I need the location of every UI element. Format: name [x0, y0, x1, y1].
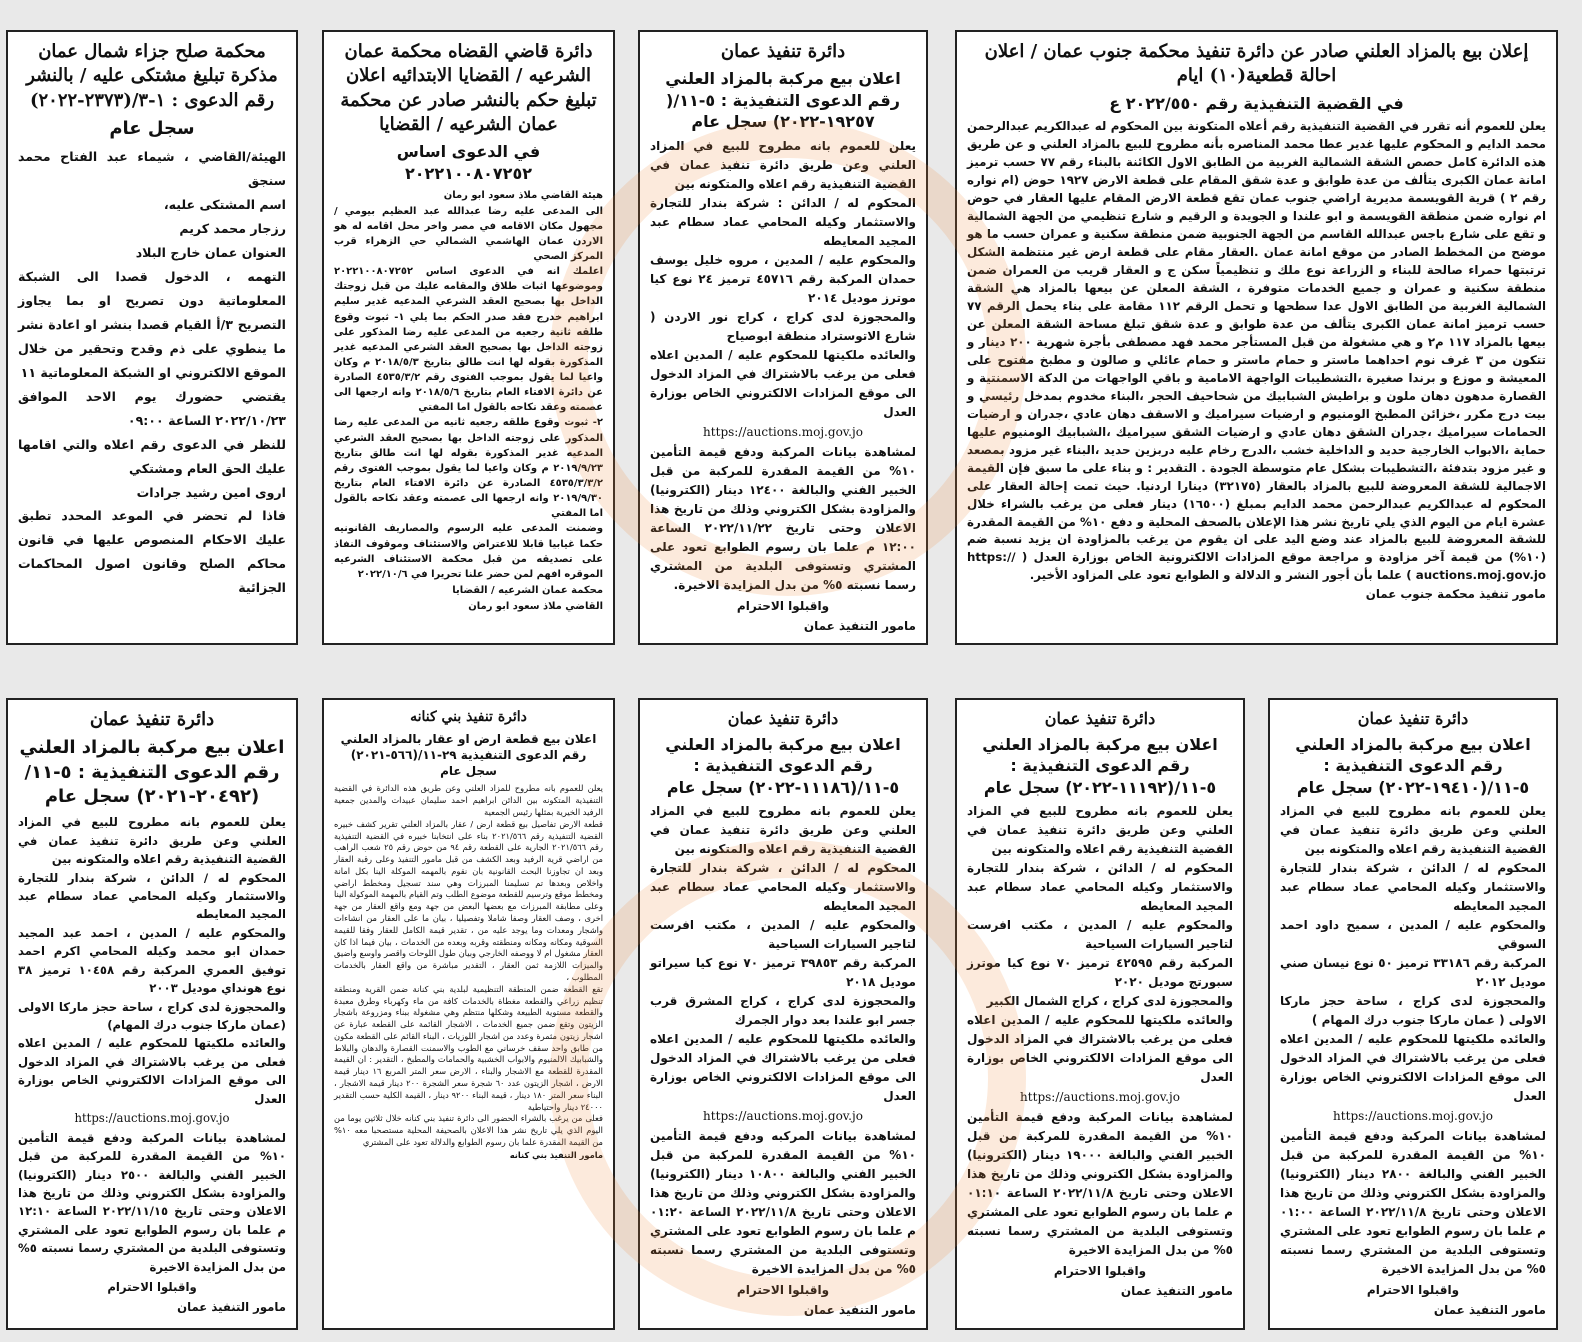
ad-north-amman-court — [6, 30, 298, 645]
ad-subtitle: في القضية التنفيذية رقم ٢٠٢٢/٥٥٠ ع — [1109, 93, 1404, 113]
ad-paragraph: التهمه ، الدخول قصدا الى الشبكة المعلوماتية دون تصريح او بما يجاوز التصريح ٣/أ القيام قصدا بنشر او اعادة نشر ما ينطوي على ذم وقدح وتحقير من خلال الموقع الالكتروني او الشبكة المعلوماتية ١١ — [18, 268, 286, 380]
ad-paragraph: والمحكوم عليه / المدين ، مروه خليل يوسف حمدان المركبة رقم ٤٥٧١٦ ترميز ٢٤ نوع كيا موترز موديل ٢٠١٤ — [650, 253, 916, 306]
ad-subtitle: اعلان بيع مركبة بالمزاد العلني رقم الدعوى التنفيذية : ٥-١١/(١٩٤١٠-٢٠٢٢) سجل عام — [1295, 734, 1531, 797]
ad-title: دائرة تنفيذ عمان — [727, 709, 839, 728]
ad-subtitle: اعلان بيع مركبة بالمزاد العلني رقم الدعوى التنفيذية : ٥-١١/(١١١٩٢-٢٠٢٢) سجل عام — [982, 734, 1218, 797]
ad-signature: القاضي ملاذ سعود ابو رمان — [468, 601, 603, 613]
auction-url-link[interactable]: https://auctions.moj.gov.jo — [1020, 1090, 1180, 1105]
ad-paragraph: وضمنت المدعى عليه الرسوم والمصاريف القانونيه حكما غيابيا قابلا للاعتراض والاستئناف وموقوف النفاذ على تصديقه من قبل محكمة الاستئناف الشرعيه الموقره افهم لمن حضر علنا تحريرا في ٢٠٢٢/١٠/٦ — [334, 523, 603, 580]
ad-paragraph: يعلن للعموم بانه مطروح للبيع في المزاد العلني وعن طريق دائرة تنفيذ عمان في القضية التنفيذية رقم اعلاه والمتكونه بين — [967, 804, 1233, 857]
ad-amman-car-20492 — [6, 698, 298, 1330]
auction-url-link[interactable]: https://auctions.moj.gov.jo — [703, 1109, 863, 1124]
ad-paragraph: يعلن للعموم بانه مطروح للبيع في المزاد العلني وعن طريق دائرة تنفيذ عمان في القضية التنفيذية رقم اعلاه والمتكونه بين — [18, 815, 286, 867]
ad-title: محكمة صلح جزاء شمال عمان مذكرة تبليغ مشتكى عليه / بالنشر رقم الدعوى : ١-٣/(٢٣٧٣-٢٠٢٢) — [26, 41, 278, 111]
ad-paragraph: الهيئة/القاضي ، شيماء عبد الفتاح محمد سنجق — [18, 149, 286, 189]
ad-signature: مامور التنفيذ عمان — [177, 1299, 286, 1314]
ad-paragraph: والعائده ملكيتها للمحكوم عليه / المدين اعلاه فعلى من يرغب بالاشتراك في المزاد الدخول الى موقع المزادات الالكتروني الخاص بوزارة العدل — [967, 1013, 1233, 1085]
ad-paragraph: المحكوم له / الدائن ، شركة بندار للتجارة والاستثمار وكيله المحامي عماد سطام عبد المجيد المعايطه — [650, 861, 916, 914]
ad-title: إعلان بيع بالمزاد العلني صادر عن دائرة تنفيذ محكمة جنوب عمان / اعلان احالة قطعية(١٠) ايام — [984, 41, 1529, 87]
ad-paragraph: والمحكوم عليه / المدين ، سميح داود احمد السوقي — [1280, 918, 1546, 952]
ad-paragraph: لمشاهدة بيانات المركبة ودفع قيمة التأمين ١٠% من القيمة المقدرة للمركبة من قبل الخبير الفني والبالغة ٢٨٠٠ دينار (الكترونيا) والمزاودة بشكل الكتروني وذلك من تاريخ هذا الاعلان وحتى تاريخ ٢٠٢٢/١١/٨ الساعة ٠١:٠٠ م علما بان رسوم الطوابع تعود على المشتري وتستوفى البلدية من المشتري رسما نسبته ٥% من بدل المزايدة الاخيرة — [1280, 1129, 1546, 1277]
ad-signature: مامور تنفيذ محكمة جنوب عمان — [1365, 587, 1546, 602]
ad-south-amman-property — [955, 30, 1558, 645]
ad-paragraph: يقتضي حضورك يوم الاحد الموافق ٢٠٢٢/١٠/٢٣ الساعة ٠٩:٠٠ — [18, 388, 286, 428]
ad-paragraph: والمحكوم عليه / المدين ، مكتب افرست لتاجير السيارات السياحية — [967, 918, 1233, 952]
ad-paragraph: فعلى من يرغب بالشراء الحضور الى دائرة تنفيذ بني كنانه خلال ثلاثين يوما من اليوم الذي يلي تاريخ نشر هذا الاعلان بالصحيفة المحلية مستصحبا معه ١٠% من القيمة المقدرة علما بان رسوم الطوابع والدلالة تعود على المشتري — [334, 1113, 603, 1147]
ad-closing: واقبلوا الاحترام — [107, 1280, 197, 1295]
ad-title: دائرة تنفيذ عمان — [720, 41, 846, 62]
ad-paragraph: والعائده ملكيتها للمحكوم عليه / المدين اعلاه فعلى من يرغب بالاشتراك في المزاد الدخول الى موقع المزادات الالكتروني الخاص بوزارة العدل — [650, 1032, 916, 1104]
ad-paragraph: ٢- ثبوت وقوع طلقه رجعيه ثانيه من المدعى عليه رضا المذكور على زوجته الداخل بها بصحيح العقد الشرعي المدعيه غدير المذكورة بقوله لها انت طالق بتاريخ ٢٠١٩/٩/٢٣ م وكان واعيا لما يقول بموجب الفتوى رقم ٤٥٣٥/٣/٣/٢ الصادرة عن دائرة الافتاء العام بتاريخ ٢٠١٩/٩/٣٠ وانه ارجعها الى عصمته وعقد نكاحه بالقول اما المفتي — [334, 417, 603, 520]
ad-amman-car-11186 — [638, 698, 928, 1330]
ad-paragraph: يعلن للعموم بانه مطروح للبيع في المزاد العلني وعن طريق دائرة تنفيذ عمان في القضية التنفيذية رقم اعلاه والمتكونه بين — [650, 139, 916, 192]
ad-signature: مامور التنفيذ عمان — [803, 619, 916, 634]
ad-closing: محكمة عمان الشرعيه / القضايا — [452, 585, 603, 597]
ad-paragraph: والمحجوزة لدى كراج ، ساحة حجز ماركا الاولى (عمان ماركا جنوب درك المهام) — [18, 999, 286, 1032]
ad-paragraph: المحكوم له / الدائن ، شركة بندار للتجارة والاستثمار وكيله المحامي عماد سطام عبد المجيد المعايطه — [967, 861, 1233, 914]
ad-paragraph: والمحجوزة لدى كراج ، ساحة حجز ماركا الاولى ( عمان ماركا جنوب درك المهام ) — [1280, 994, 1546, 1028]
ad-paragraph: الى المدعى عليه رضا عبدالله عبد العظيم بيومي / مجهول مكان الاقامه في مصر واخر محل اقامه له هو الاردن عمان الهاشمي الشمالي حي الزهراء قرب المركز الصحي — [334, 205, 603, 262]
ad-title: دائرة تنفيذ بني كنانه — [410, 709, 527, 725]
ad-paragraph: لمشاهدة بيانات المركبه ودفع قيمة التأمين ١٠% من القيمة المقدرة للمركبة من قبل الخبير الفني والبالغة ١٠٨٠٠ دينار (الكترونيا) والمزاودة بشكل الكتروني وذلك من تاريخ هذا الاعلان وحتى تاريخ ٢٠٢٢/١١/٨ الساعة ٠١:٢٠ م علما بان رسوم الطوابع تعود على المشتري وتستوفى البلدية من المشتري رسما نسبته ٥% من بدل المزايدة الاخيرة — [650, 1129, 917, 1277]
ad-signature: مامور التنفيذ عمان — [803, 1303, 916, 1318]
ad-closing: واقبلوا الاحترام — [736, 1283, 830, 1298]
ad-subtitle: في الدعوى اساس ٢٠٢٢١٠٠٨٠٧٢٥٢ — [396, 142, 541, 183]
ad-paragraph: المركبة رقم ٣٣١٨٦ ترميز ٥٠ نوع نيسان صني موديل ٢٠١٢ — [1280, 956, 1547, 990]
ad-closing: واقبلوا الاحترام — [1053, 1264, 1147, 1279]
ad-amman-car-11192 — [955, 698, 1245, 1330]
ad-paragraph: هيئة القاضي ملاذ سعود ابو رمان — [443, 190, 603, 202]
ad-amman-car-19257 — [638, 30, 928, 645]
ad-subtitle: اعلان بيع مركبة بالمزاد العلني رقم الدعوى التنفيذية : ٥-١١/ (٢٠٤٩٢-٢٠٢١) سجل عام — [19, 737, 285, 807]
ad-paragraph: يعلن للعموم بانه مطروح للمزاد العلني وعن طريق هذه الدائرة في القضية التنفيذية المتكونه بين الدائن ابراهيم احمد سليمان عبيدات والمدين جمعية الرفيد الخيرية بمثلها رئيس الجمعية — [334, 783, 603, 818]
ad-title: دائرة قاضي القضاه محكمة عمان الشرعيه / القضايا الابتدائيه اعلان تبليغ حكم بالنشر صادر عن محكمة عمان الشرعيه / القضايا — [340, 41, 597, 135]
ad-closing: واقبلوا الاحترام — [736, 599, 830, 614]
ad-paragraph: يعلن للعموم بانه مطروح للبيع في المزاد العلني وعن طريق دائرة تنفيذ عمان في القضية التنفيذية رقم اعلاه والمتكونه بين — [650, 804, 916, 857]
ad-paragraph: والعائده ملكيتها للمحكوم عليه / المدين اعلاه فعلى من يرغب بالاشتراك في المزاد الدخول الى موقع المزادات الالكتروني الخاص بوزارة العدل — [18, 1036, 286, 1106]
ad-paragraph: والمحكوم عليه / المدين ، مكتب افرست لتاجير السيارات السياحية — [650, 918, 916, 952]
ad-paragraph: اسم المشتكى عليه، — [163, 197, 286, 213]
ad-paragraph: اعلمك انه في الدعوى اساس ٢٠٢٢١٠٠٨٠٧٢٥٢ وموضوعها اثبات طلاق والمقامه عليك من قبل زوجتك الداخل بها بصحيح العقد الشرعي المدعيه غدير سليم ابراهيم خدرج فقد صدر الحكم بما يلي ١- ثبوت وقوع طلقه ثانية رجعيه من المدعى عليه رضا المذكور على زوجته الداخل بها بصحيح العقد الشرعي المدعيه غدير المذكورة بقوله لها انت طالق بتاريخ ٢٠١٨/٥/٣ م وكان واعيا لما يقول بموجب الفتوى رقم ٤٥٣٥/٣/٢ الصادرة عن دائرة الافتاء العام بتاريخ ٢٠١٨/٥/٦ وانه ارجعها الى عصمته وعقد نكاحه بالقول اما المفتي — [334, 266, 604, 414]
ad-paragraph: المركبة رقم ٣٩٨٥٣ ترميز ٧٠ نوع كيا سيراتو موديل ٢٠١٨ — [650, 956, 916, 990]
ad-paragraph: المحكوم له / الدائن ، شركة بندار للتجارة والاستثمار وكيله المحامي عماد سطام عبد المجيد المعايطه — [18, 870, 286, 922]
ad-paragraph: والمحجوزة لدى كراج ، كراج نور الاردن ( شارع الاتوستراد منطقة ابوصياح — [650, 310, 916, 344]
ad-paragraph: رزجار محمد كريم — [179, 221, 286, 237]
ad-subtitle: سجل عام — [109, 117, 195, 139]
ad-paragraph: تقع القطعة ضمن المنطقة التنظيمية لبلدية بني كنانة ضمن القرية ومنطقة تنظيم زراعي والقطعة مغطاة بالخدمات كافة من ماء وكهرباء وطرق معبدة والقطعة مستوية الطبيعة وشكلها منتظم وهي مشغولة ببناء ومزروعة باشجار الزيتون وتقع ضمن جميع الخدمات ، الاشجار القائمة على القطعة عبارة عن اشجار زيتون مثمرة وعدد من اشجار اللوزيات ، البناء القائم على القطعة مكون من طابق واحد سقف خرساني مع الطوب والاسمنت القصارة والدهان والبلاط والشبابيك الالمنيوم والابواب الخشبية والحمامات والمطبخ ، التقدير : ان القيمة المقدرة للقطعة مع الاشجار والبناء ، الارض سعر المتر المربع ١٦ دينار قيمة الارض ، اشجار الزيتون عدد ٦٠ شجرة سعر الشجرة ٢٠٠ دينار قيمة الاشجار ، البناء سعر المتر ١٨٠ دينار ، قيمة البناء ٩٢٠٠ دينار ، القيمة الكلية حسب التقدير ٢٤٠٠٠ دينار واحتياطية — [334, 983, 603, 1112]
ad-paragraph: المحكوم له / الدائن ، شركة بندار للتجارة والاستثمار وكيله المحامي عماد سطام عبد المجيد المعايطه — [1280, 861, 1546, 914]
ad-paragraph: قطعة الارض تفاصيل بيع قطعة ارض / عقار بالمزاد العلني تقرير كشف خبيره القضية التنفيذية رقم ٢٠٢١/٥٦٦ بناء على انتخابنا خبيره في القضية التنفيذية رقم ٢٠٢١/٥٦٦ الجارية على القطعة رقم ٩٤ من حوض رقم ٢٥ شعب الراهب من اراضي قرية الرفيد وبعد الكشف من قبل مامور التنفيذ وعلى رقبة العقار وبعد ان تجاوزنا البحث القانونية بان نقوم بالمهمه الموكلة الينا بكل امانة واخلاص وبعدها تم تسليمنا المبرزات وهي سند تسجيل ومخطط اراضي ومخطط موقع وترسيم للقطعة موضوع الطلب وتم القيام بالمهمة الموكولة الينا وعلى مطابقة المبرزات مع بعضها البعض من جهة ومع واقع العقار من جهة اخرى ، وصف العقار وصفا شاملا وتفصيليا ، بيان ما على العقار من انشاءات واشجار ومعدات وما يوجد عليه من ، تقدير قيمة الكامل للعقار وفقا للقيمة السوقية ومكانه ومكانه ومنطقته وقربه وبعده من الخدمات ، بيان فيما اذا كان العقار مشغول ام لا ووصفه الخارجي وبيان طول اللوحات واقصر واوسع واضيق والميزات اللازمة ثمن العقار ، التقدير مباشرة من واقع العقار بالخدمات المطلوب ، — [334, 818, 604, 982]
ad-paragraph: اروى امين رشيد جرادات — [136, 484, 286, 500]
ad-paragraph: العنوان عمان خارج البلاد — [135, 245, 286, 260]
ad-paragraph: يعلن للعموم بانه مطروح للبيع في المزاد العلني وعن طريق دائرة تنفيذ عمان في القضية التنفيذية رقم اعلاه والمتكونه بين — [1280, 804, 1546, 857]
ad-paragraph: فاذا لم تحضر في الموعد المحدد تطبق عليك الاحكام المنصوص عليها في قانون محاكم الصلح وقانون اصول المحاكمات الجزائية — [18, 508, 286, 596]
ad-paragraph: المحكوم له / الدائن : شركة بندار للتجارة والاستثمار وكيله المحامي عماد سطام عبد المجيد المعايطه — [650, 196, 916, 249]
ad-title: دائرة تنفيذ عمان — [89, 709, 215, 730]
ad-signature: مامور التنفيذ بني كنانه — [509, 1149, 603, 1160]
ad-paragraph: لمشاهدة بيانات المركبة ودفع قيمة التأمين ١٠% من القيمة المقدرة للمركبة من قبل الخبير الفني والبالغة ١٩٠٠٠ دينار (الكترونيا) والمزاودة بشكل الكتروني وذلك من تاريخ هذا الاعلان وحتى تاريخ ٢٠٢٢/١١/٨ الساعة ٠١:١٠ م علما بان رسوم الطوابع تعود على المشتري وتستوفى البلدية من المشتري رسما نسبته ٥% من بدل المزايدة الاخيرة — [967, 1110, 1234, 1258]
ad-paragraph: والعائده ملكيتها للمحكوم عليه / المدين اعلاه فعلى من يرغب بالاشتراك في المزاد الدخول الى موقع المزادات الالكتروني الخاص بوزارة العدل — [1280, 1032, 1546, 1104]
ad-subtitle: اعلان بيع مركبة بالمزاد العلني رقم الدعوى التنفيذية : ٥-١١/(١١١٨٦-٢٠٢٢) سجل عام — [665, 734, 901, 797]
ad-paragraph: والعائده ملكيتها للمحكوم عليه / المدين اعلاه فعلى من يرغب بالاشتراك في المزاد الدخول الى موقع المزادات الالكتروني الخاص بوزارة العدل — [650, 348, 916, 420]
ad-subtitle: اعلان بيع مركبة بالمزاد العلني رقم الدعوى التنفيذية : ٥-١١/( ١٩٢٥٧-٢٠٢٢) سجل عام — [665, 69, 901, 132]
ad-subtitle: اعلان بيع قطعة ارض او عقار بالمزاد العلني رقم الدعوى التنفيذية ٢٩-١١/(٥٦٦-٢٠٢١) سجل عام — [340, 731, 597, 779]
ad-signature: مامور التنفيذ عمان — [1120, 1284, 1233, 1299]
ad-paragraph: للنظر في الدعوى رقم اعلاه والتي اقامها عليك الحق العام ومشتكي — [18, 436, 286, 476]
auction-url-link[interactable]: https://auctions.moj.gov.jo — [1333, 1109, 1493, 1124]
ad-amman-car-19410 — [1268, 698, 1558, 1330]
ad-paragraph: يعلن للعموم أنه تقرر في القضية التنفيذية رقم أعلاه المتكونة بين المحكوم له عبدالكريم عبدالرحمن محمد الدايم و المحكوم عليها غدير عطا محمد المناصره بأنه مطروح للبيع بالمزاد العلني و عن طريق هذه الدائرة كامل حصص الشقة الشمالية الغربية من الطابق الاول الكائنة بالبناء رقم ٧٧ حسب ترميز امانة عمان الكبرى يتألف من عدة طوابق و عدة شقق المقام على قطعة الارض ١٩٢٧ حوض (ام نواره رقم ٢ ) قرية القويسمة مديرية اراضي جنوب عمان تقع قطعة الارض المقام عليها العقار في حوض ام نواره ضمن منطقة القويسمة و ابو علندا و الجويدة و الرقيم و شارع تنظيمي من الجهة الشمالية و تقع على شارع باجس عبدالله القاسم من الجهة الجنوبية ضمن منطقة سكنية و عمران حسب ما هو موضح من المخطط الصادر من موقع امانة عمان .العقار مقام على قطعة ارض غير منتظمة الشكل ترتبتها حمراء صالحة للبناء و الزراعة نوع ملك و تنظيمياً سكن ج و العقار قريب من العمران ضمن منطقة سكنية و عمران و جميع الخدمات متوفرة ، الشقة المعلن عن بيعها بالمزاد هي الشقة الشمالية الغربية من الطابق الاول عدا سطحها و تحمل الرقم ١١٢ مقامة على بناء يحمل الرقم ٧٧ حسب ترميز امانة عمان الكبرى يتألف من عدة طوابق و عدة شقق تبلغ مساحة الشقة المعلن عن بيعها بالمزاد ١١٧ م٢ و هي مشغولة من قبل المستأجر محمد فهد مصطفى بأجرة شهرية ٢٠٠ دينار و تتكون من ٣ غرف نوم احداهما ماستر و حمام ماستر و حمام عائلي و صالون و مطبخ مفتوح على المعيشة و موزع و برندا صغيرة ،التشطيبات الواجهة الامامية و باقي الواجهات من الدكة الاسمنتية و القصارة مدهون دهان ملون و براطيش الشبابيك من شحاحيف الحجر ،البناء مخدوم بمدخل رئيسي و بيت درج مكرر ،خزائن المطبخ الومنيوم و ارضيات سيراميك و الاسقف دهان عادي ،جدران و ارضيات الحمامات سيراميك ،جدران الشقق دهان عادي و ارضيات الشقق سيراميك ،الشبابيك الومنيوم عليها حماية ،الابواب الخارجية حديد و الداخلية خشب ،الدرج رخام عليه دربزين حديد ،البناء غير مزود بمصعد و غير مزود بتدفئة ،التشطيبات بشكل عام متوسطة الجودة . التقدير : و بناء على ما سبق فإن القيمة الاجمالية للشقة المعروضة للبيع بالمزاد بالعقار (٣٢١٧٥) دينارا اردنيا. حيث تمت إحالة العقار على المحكوم له عبدالكريم عبدالرحمن محمد الدايم بمبلغ (١٦٥٠٠) دينار فعلى من يرغب بالشراء خلال عشرة ايام من اليوم الذي يلي تاريخ نشر هذا الإعلان بالصحف المحلية و دفع ١٠% من القيمة المقدرة للشقة المعروضة للبيع بالمزاد عند وضع اليد على ان يقوم من يرغب بالمزاودة ان يزيد نسبة ضم (١٠%) من قيمة آخر مزاودة و مراجعة موقع المزادات الالكترونية الخاص بوزارة العدل ( https:// auctions.moj.gov.jo ) علما بأن أجور النشر و الدلالة و الطوابع تعود على المزاود الأخير. — [967, 119, 1546, 583]
ad-closing: واقبلوا الاحترام — [1366, 1283, 1460, 1298]
ad-paragraph: المركبة رقم ٤٢٥٩٥ ترميز ٧٠ نوع كيا موترز سبورتج موديل ٢٠٢٠ — [967, 956, 1233, 990]
auction-url-link[interactable]: https://auctions.moj.gov.jo — [703, 425, 863, 440]
ad-paragraph: والمحجوزة لدى كراج ، كراج المشرق قرب جسر ابو علندا بعد دوار الجمرك — [650, 994, 916, 1028]
ad-paragraph: لمشاهدة بيانات المركبة ودفع قيمة التأمين ١٠% من القيمة المقدرة للمركبة من قبل الخبير الفني والبالغة ١٢٤٠٠ دينار (الكترونيا) والمزاودة بشكل الكتروني وذلك من تاريخ هذا الاعلان وحتى تاريخ ٢٠٢٢/١١/٢٢ الساعة ١٢:٠٠ م علما بان رسوم الطوابع تعود على المشتري وتستوفى البلدية من المشتري رسما نسبته ٥% من بدل المزايدة الاخيرة. — [650, 445, 917, 593]
ad-paragraph: والمحكوم عليه / المدين ، احمد عبد المجيد حمدان ابو محمد وكيله المحامي اكرم احمد توفيق العمري المركبة رقم ١٠٤٥٨ ترميز ٣٨ نوع هونداي موديل ٢٠٠٣ — [18, 925, 286, 996]
ad-title: دائرة تنفيذ عمان — [1044, 709, 1156, 728]
ad-sharia-court — [322, 30, 615, 645]
ad-paragraph: لمشاهدة بيانات المركبة ودفع قيمة التأمين ١٠% من القيمة المقدرة للمركبة من قبل الخبير الفني والبالغة ٢٥٠٠ دينار (الكترونيا) والمزاودة بشكل الكتروني وذلك من تاريخ هذا الاعلان وحتى تاريخ ٢٠٢٢/١١/١٥ الساعة ١٢:١٠ م علما بان رسوم الطوابع تعود على المشتري وتستوفى البلدية من المشتري رسما نسبته ٥% من بدل المزايدة الاخيرة — [18, 1130, 286, 1274]
ad-signature: مامور التنفيذ عمان — [1433, 1303, 1546, 1318]
ad-title: دائرة تنفيذ عمان — [1357, 709, 1469, 728]
ad-paragraph: والمحجوزة لدى كراج ، كراج الشمال الكبير — [986, 994, 1233, 1009]
ad-bani-kenana-land — [322, 698, 615, 1330]
auction-url-link[interactable]: https://auctions.moj.gov.jo — [74, 1111, 230, 1126]
